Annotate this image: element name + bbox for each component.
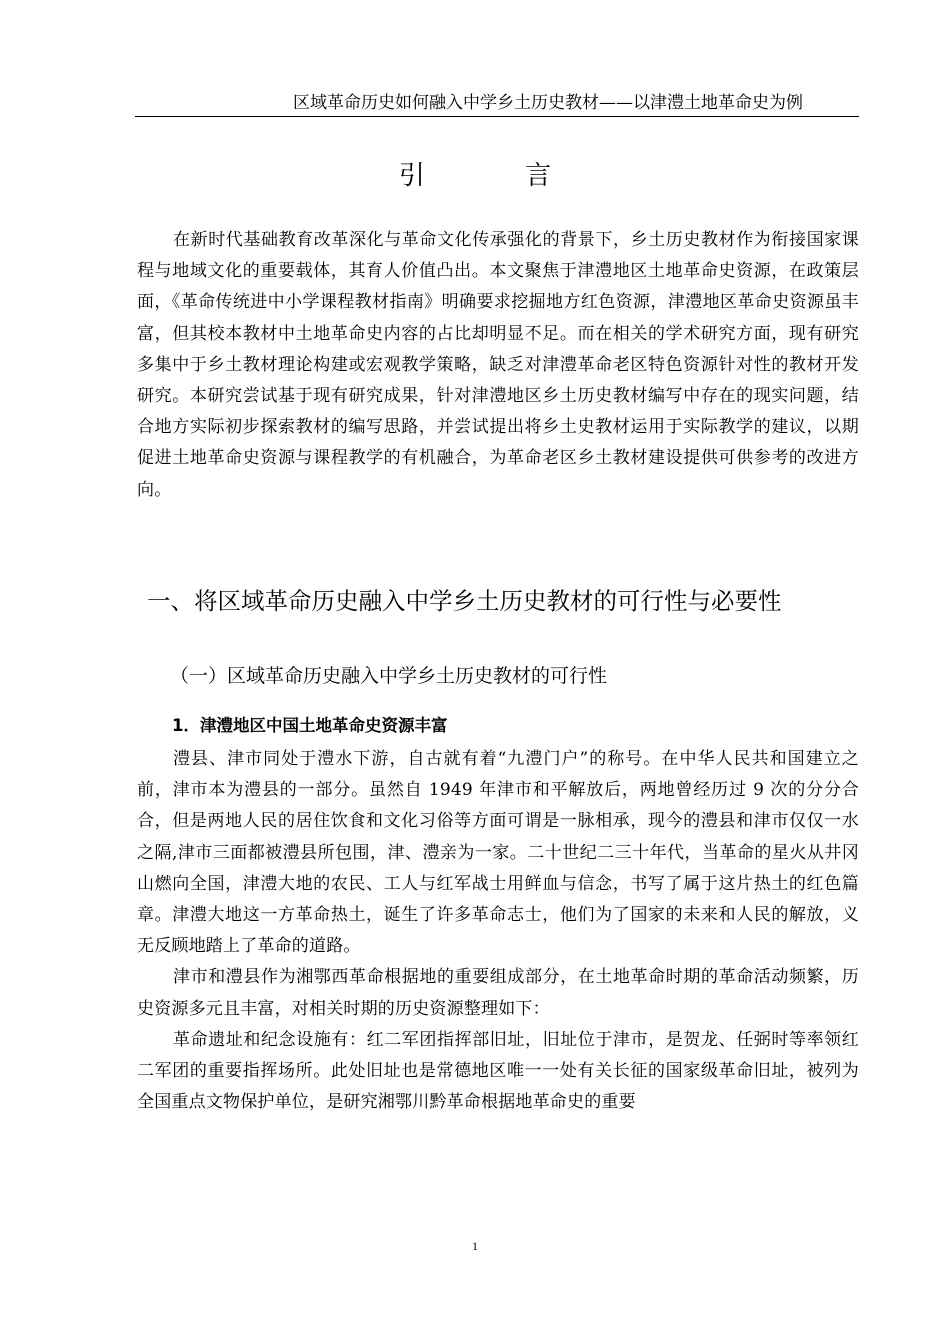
page-number: 1 xyxy=(472,1239,478,1253)
running-header-title: 区域革命历史如何融入中学乡土历史教材——以津澧土地革命史为例 xyxy=(293,93,803,113)
header-divider xyxy=(135,116,859,117)
body-paragraph: 革命遗址和纪念设施有：红二军团指挥部旧址，旧址位于津市，是贺龙、任弼时等率领红二军团的重要指挥场所。此处旧址也是常德地区唯一一处有关长征的国家级革命旧址，被列为全国重点文物保护单位，是研究湘鄂川黔革命根据地革命史的重要 xyxy=(137,1029,859,1113)
item-body xyxy=(137,744,859,1118)
body-paragraph: 澧县、津市同处于澧水下游，自古就有着“九澧门户”的称号。在中华人民共和国建立之前，津市本为澧县的一部分。虽然自 1949 年津市和平解放后，两地曾经历过 9 次的分分合合，但是两地人民的居住饮食和文化习俗等方面可谓是一脉相承，现今的澧县和津市仅仅一水之隔,津市三面都被澧县所包围，津、澧亲为一家。二十世纪二三十年代，当革命的星火从井冈山燃向全国，津澧大地的农民、工人与红军战士用鲜血与信念，书写了属于这片热土的红色篇章。津澧大地这一方革命热土，诞生了许多革命志士，他们为了国家的未来和人民的解放，义无反顾地踏上了革命的道路。 xyxy=(137,749,859,957)
item-heading-1: 1．津澧地区中国土地革命史资源丰富 xyxy=(172,716,448,735)
subsection-heading-1: （一）区域革命历史融入中学乡土历史教材的可行性 xyxy=(170,665,608,687)
body-paragraph: 津市和澧县作为湘鄂西革命根据地的重要组成部分，在土地革命时期的革命活动频繁，历史资源多元且丰富，对相关时期的历史资源整理如下： xyxy=(137,967,859,1019)
intro-title: 引 言 xyxy=(398,161,598,191)
section-heading-1: 一、将区域革命历史融入中学乡土历史教材的可行性与必要性 xyxy=(147,587,782,615)
intro-paragraph: 在新时代基础教育改革深化与革命文化传承强化的背景下，乡土历史教材作为衔接国家课程与地域文化的重要载体，其育人价值凸出。本文聚焦于津澧地区土地革命史资源，在政策层面，《革命传统进中小学课程教材指南》明确要求挖掘地方红色资源，津澧地区革命史资源虽丰富，但其校本教材中土地革命史内容的占比却明显不足。而在相关的学术研究方面，现有研究多集中于乡土教材理论构建或宏观教学策略，缺乏对津澧革命老区特色资源针对性的教材开发研究。本研究尝试基于现有研究成果，针对津澧地区乡土历史教材编写中存在的现实问题，结合地方实际初步探索教材的编写思路，并尝试提出将乡土史教材运用于实际教学的建议，以期促进土地革命史资源与课程教学的有机融合，为革命老区乡土教材建设提供可供参考的改进方向。 xyxy=(137,230,859,500)
intro-section xyxy=(137,225,859,506)
